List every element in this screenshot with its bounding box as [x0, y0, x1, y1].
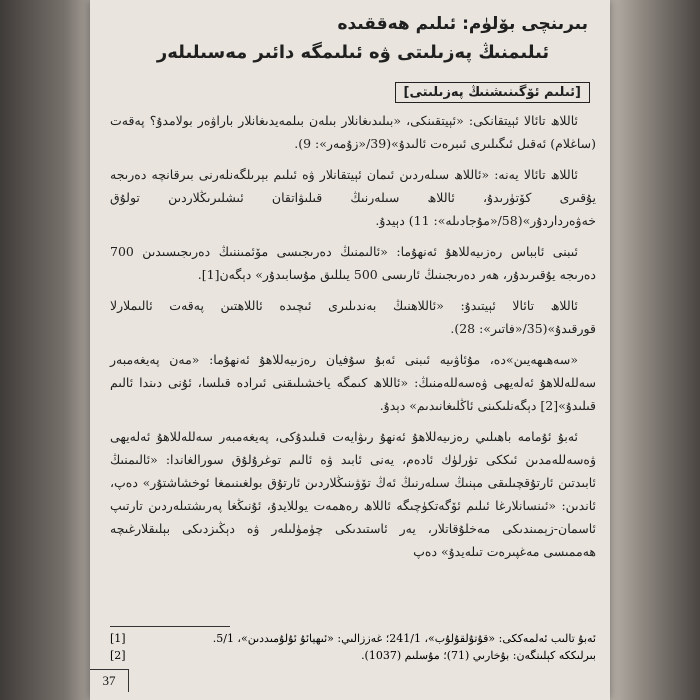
section-title: ئىلىمنىڭ پەزىلىتى ۋە ئىلىمگە دائىر مەسىلىلەر [156, 42, 550, 63]
paragraph-6: ئەبۇ ئۇمامە باھىلىي رەزىيەللاھۇ ئەنھۇ رىۋايەت قىلىدۇكى، پەيغەمبەر سەللەللاھۇ ئەلەيھى ۋەسەللەمدىن ئىككى تۈرلۈك ئادەم، يەنى ئابىد ۋە ئالىم توغرۇلۇق سورالغاندا: «ئالىمنىڭ ئابىدتىن ئارتۇقچىلىقى مېنىڭ سىلەرنىڭ ئەڭ تۆۋىنىڭلاردىن ئارتۇق بولغىنىمغا ئوخشاشتۇر» دەپ، ئاندىن: «ئىنسانلارغا ئىلىم ئۆگەتكۈچىگە ئاللاھ رەھمەت يوللايدۇ، ئۇنىڭغا پەرىشتىلەردىن تارتىپ ئاسمان-زېمىندىكى مەخلۇقاتلار، يەر ئاستىدىكى چۈمۈلىلەر ۋە دېڭىزدىكى بېلىقلارغىچە ھەممىسى مەغپىرەت تىلەيدۇ» دەپ [110, 429, 596, 559]
book-page [90, 0, 610, 700]
paragraph-1: ئاللاھ تائالا ئېيتقانكى: «ئېيتقىنكى، «بىلىدىغانلار بىلەن بىلمەيدىغانلار باراۋەر بولامدۇ؟ پەقەت (ساغلام) ئەقىل ئىگىلىرى ئىبرەت ئالىدۇ»(39/«زۇمەر»: 9). [110, 113, 596, 151]
background-left-surface [0, 0, 92, 700]
paragraph-5: «سەھىھەيىن»دە، مۇئاۋىيە ئىبنى ئەبۇ سۇفيان رەزىيەللاھۇ ئەنھۇما: «مەن پەيغەمبەر سەللەللاھۇ ئەلەيھى ۋەسەللەمنىڭ: «ئاللاھ كىمگە ياخشىلىقنى ئىرادە قىلسا، ئۇنى دىندا ئالىم قىلىدۇ»[2] دېگەنلىكىنى ئاڭلىغانىدىم» دېدۇ. [110, 352, 596, 413]
footnote-1 [110, 630, 596, 647]
paragraph-2: ئاللاھ تائالا يەنە: «ئاللاھ سىلەردىن ئىمان ئېيتقانلار ۋە ئىلىم بېرىلگەنلەرنى بىرقانچە دەرىجە يۇقىرى كۆتۈرىدۇ، ئاللاھ سىلەرنىڭ قىلىۋاتقان ئىشلىرىڭلاردىن تولۇق خەۋەرداردۇر»(58/«مۇجادىلە»: 11) دېيدۇ. [110, 167, 596, 228]
subsection-title: [ئىلىم ئۆگىنىشنىڭ پەزىلىتى] [395, 82, 590, 103]
paragraph-4: ئاللاھ تائالا ئېيتىدۇ: «ئاللاھنىڭ بەندىلىرى ئىچىدە ئاللاھتىن پەقەت ئالىملارلا قورقىدۇ»(35/«فاتىر»: 28). [110, 298, 596, 336]
footnote-text: بىرلىككە كېلىنگەن: بۇخارىي (71)؛ مۇسلىم (1037). [361, 649, 596, 662]
footnote-2 [110, 647, 596, 664]
page-content [110, 8, 596, 660]
footnote-number: [2] [110, 649, 126, 662]
background-right-surface [605, 0, 700, 700]
chapter-title: بىرىنچى بۆلۈم: ئىلىم ھەققىدە [337, 14, 588, 34]
page-number: 37 [90, 669, 129, 692]
footnotes [110, 630, 596, 664]
footnote-divider [110, 626, 230, 627]
footnote-text: ئەبۇ تالىب ئەلمەككى: «قۇتۇلقۇلۇب»، 241/1؛ غەززالىي: «ئىھيائۇ ئۇلۇمىددىن»، 5/1. [212, 632, 596, 645]
footnote-number: [1] [110, 632, 126, 645]
paragraph-3: ئىبنى ئابباس رەزىيەللاھۇ ئەنھۇما: «ئالىمنىڭ دەرىجىسى مۆئمىننىڭ دەرىجىسىدىن 700 دەرىجە يۇقىرىدۇر، ھەر دەرىجىنىڭ ئارىسى 500 يىللىق مۇسابىدۇر» دېگەن[1]. [110, 244, 596, 282]
